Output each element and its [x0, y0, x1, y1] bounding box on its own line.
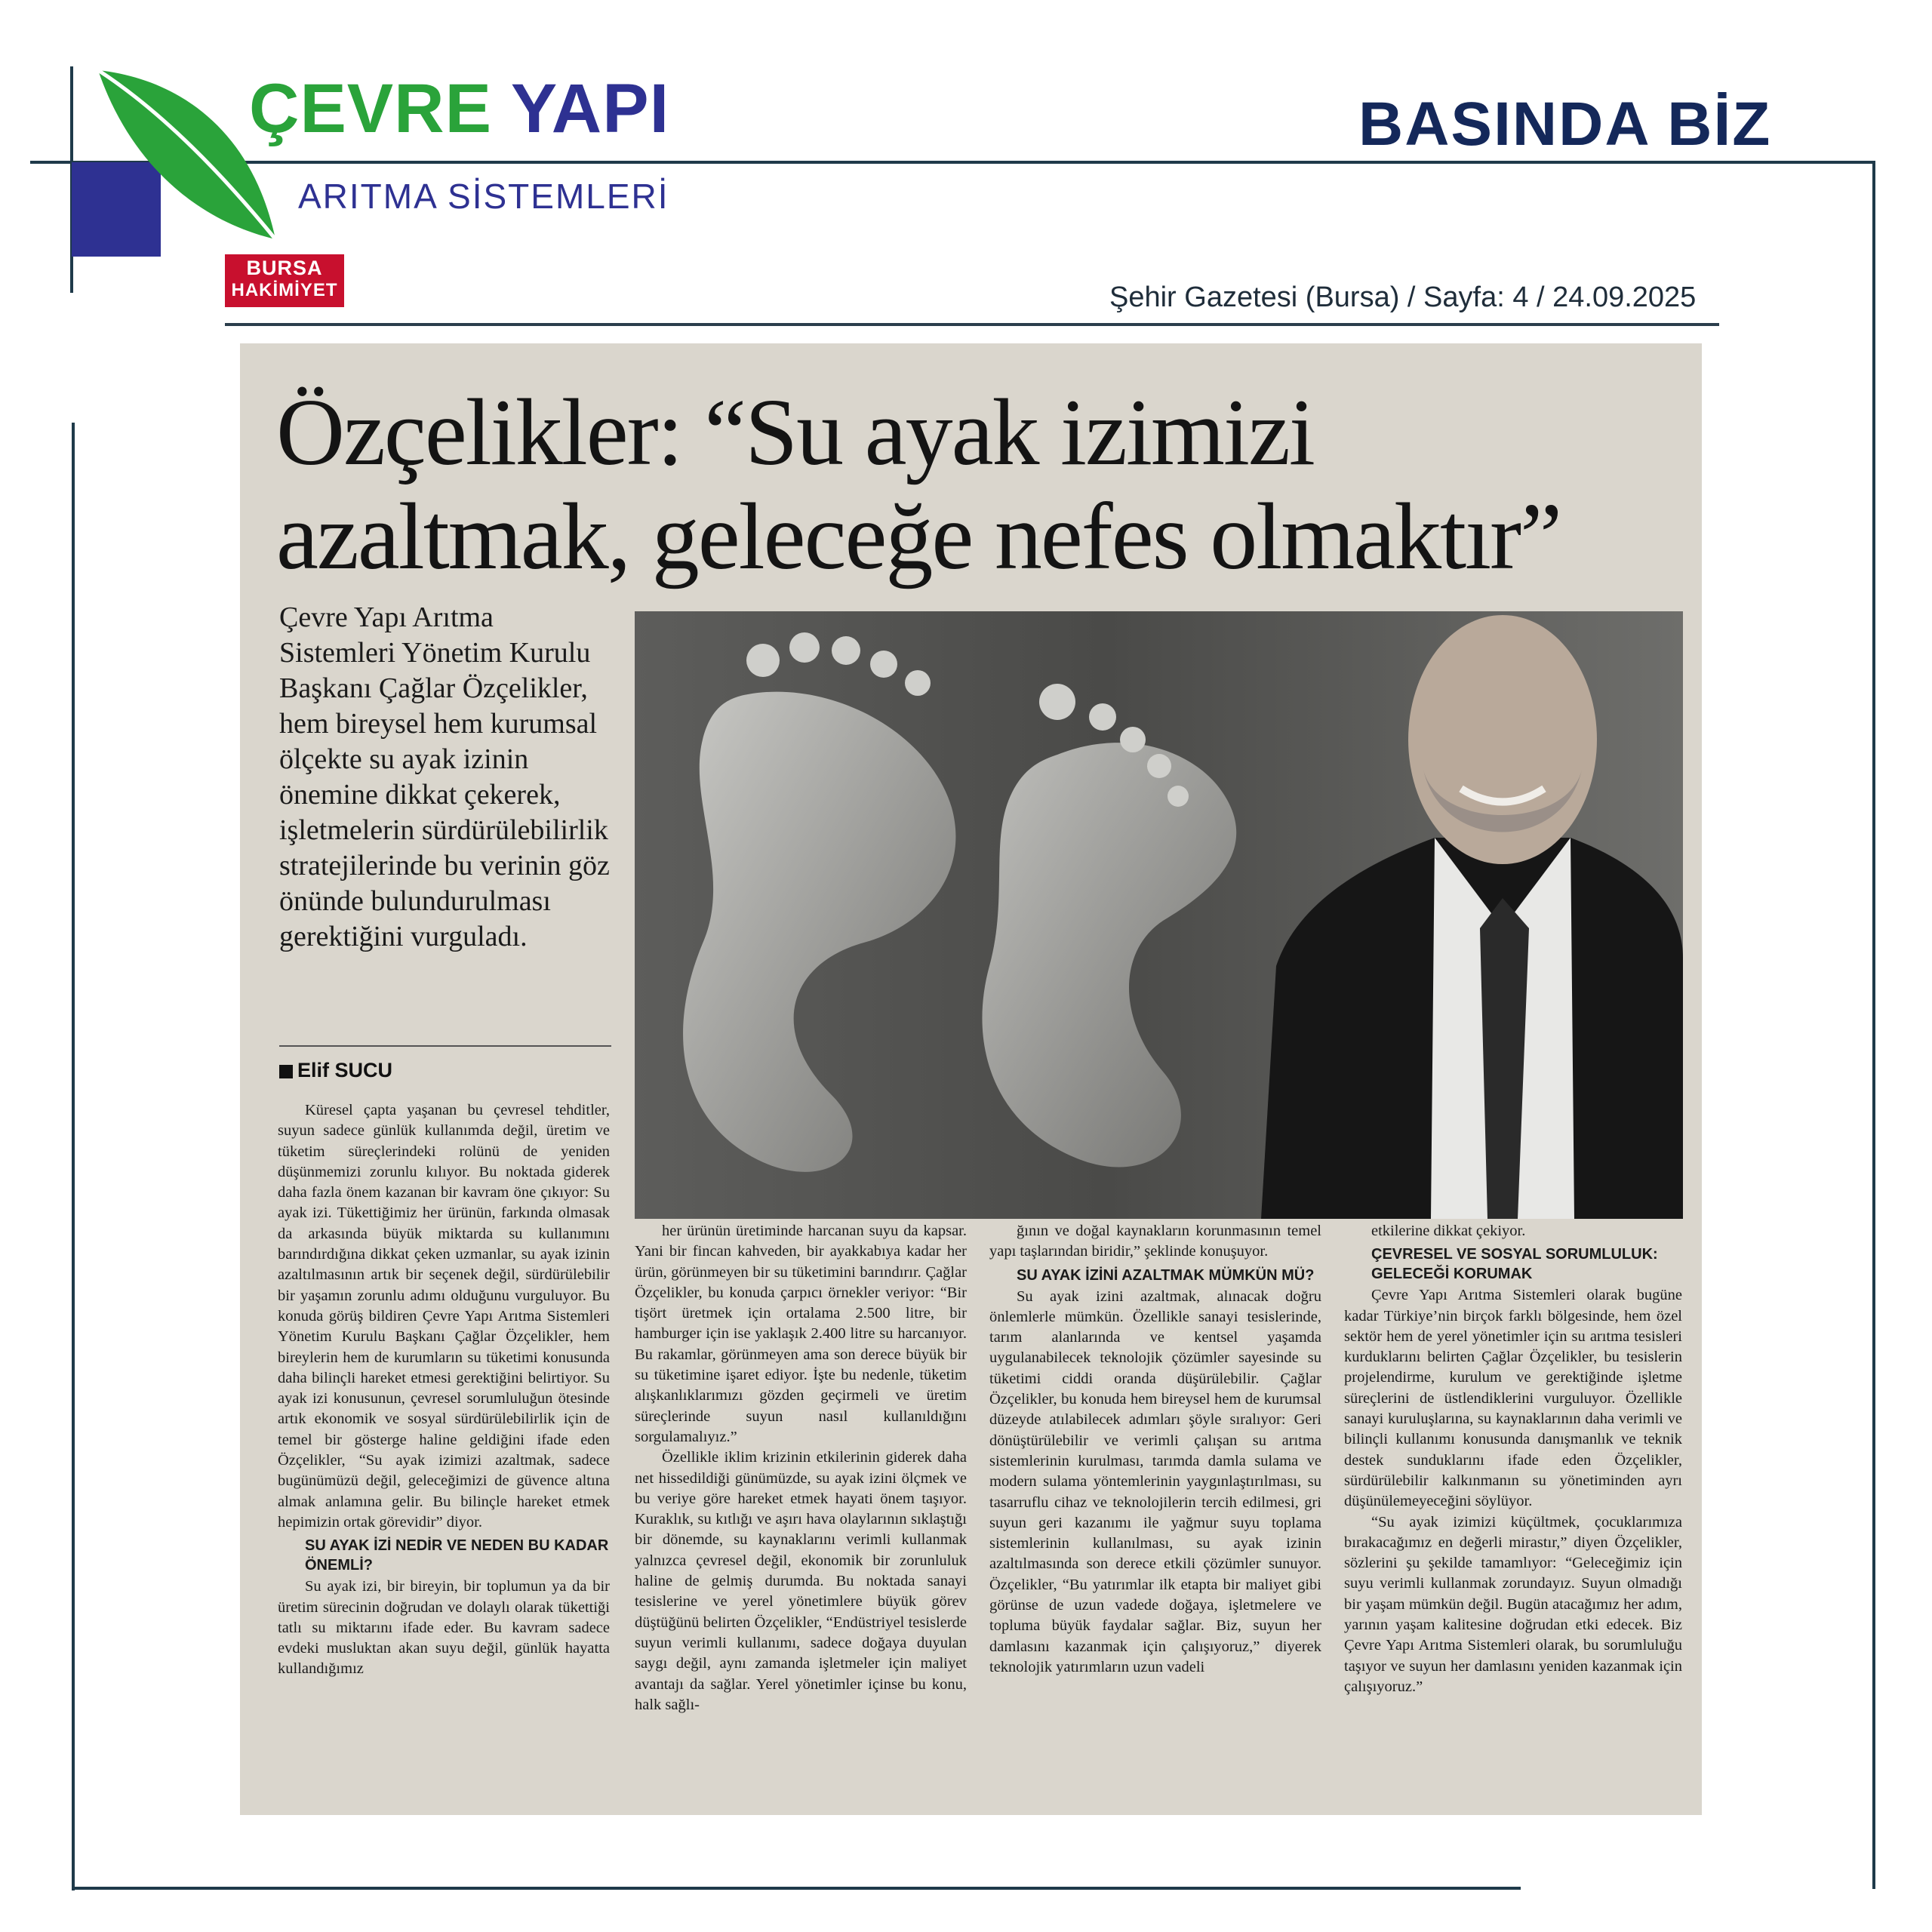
col2-paragraph-2: Özellikle iklim krizinin etkilerinin giderek daha net hissedildiği günümüzde, su ayak izini ölçmek ve bu veriye göre hareket etmek hayati önem taşıyor. Kuraklık, su kıtlığı ve aşırı hava olaylarının sıklaştığı bir dönemde, su kaynaklarını verimli kullanmak yalnızca çevresel değil, ekonomik bir zorunluluk haline de gelmiş durumda. Bu noktada sanayi tesislerine ve yerel yönetimlere büyük görev düştüğünü belirten Özçelikler, “Endüstriyel tesislerde suyun verimli kullanımı, sadece doğaya duyulan saygı değil, aynı zamanda işletmeler için maliyet avantajı da sağlar. Yerel yönetimler içinse bu konu, halk sağlı-	[635, 1449, 967, 1713]
frame-line-top	[30, 161, 1875, 164]
col3-paragraph-1: ğının ve doğal kaynakların korunmasının temel yapı taşlarından biridir,” şeklinde konuşuyor.	[989, 1223, 1321, 1260]
source-line: Şehir Gazetesi (Bursa) / Sayfa: 4 / 24.09.2025	[1109, 281, 1697, 313]
outlet-logo	[225, 254, 344, 307]
frame-line-left	[72, 423, 75, 1890]
headline-line1: Özçelikler: “Su ayak izimizi	[276, 380, 1314, 485]
col4-paragraph-1: etkilerine dikkat çekiyor.	[1371, 1223, 1526, 1239]
byline-square-icon	[279, 1065, 293, 1078]
headline-line2: azaltmak, geleceğe nefes olmaktır”	[276, 485, 1561, 589]
brand-name-green: ÇEVRE	[249, 70, 492, 147]
article-column-3	[989, 1221, 1321, 1678]
col4-paragraph-3: “Su ayak izimizi küçültmek, çocuklarımıza bırakacağımız en değerli mirastır,” diyen Özçelikler, sözlerini şu şekilde tamamlıyor: “Geleceğimiz için suyu verimli kullanmak zorundayız. Suyun olmadığı bir yaşam mümkün değil. Bugün atacağımız her adım, yarının yaşam kalitesine doğrudan etki edecek. Biz Çevre Yapı Arıtma Sistemleri olarak, bu sorumluluğu taşıyor ve suyun her damlasını yeniden kazanmak için çalışıyoruz.”	[1344, 1513, 1682, 1695]
brand-subtitle: ARITMA SİSTEMLERİ	[298, 177, 669, 216]
col1-subheading: SU AYAK İZİ NEDİR VE NEDEN BU KADAR ÖNEMLİ?	[305, 1537, 609, 1574]
article-column-1	[278, 1100, 610, 1680]
right-footprint-shape	[982, 743, 1236, 1167]
header-rule	[225, 323, 1719, 326]
newspaper-clipping	[240, 343, 1702, 1815]
article-headline	[276, 381, 1561, 589]
outlet-logo-line2: HAKİMİYET	[231, 280, 338, 300]
article-column-4	[1344, 1221, 1682, 1697]
outlet-logo-line1: BURSA	[246, 257, 323, 279]
lead-divider	[279, 1045, 611, 1047]
article-column-2	[635, 1221, 967, 1715]
col4-paragraph-2: Çevre Yapı Arıtma Sistemleri olarak bugüne kadar Türkiye’nin birçok farklı bölgesinde, hem özel sektör hem de yerel yönetimler için su arıtma tesisleri kurduklarını belirten Çağlar Özçelikler, bu tesislerin projelendirme, kurulum ve gerektiğinde işletme süreçlerini de üstlendiklerini vurguluyor. Özellikle sanayi kuruluşlarına, su kaynaklarının daha verimli ve bilinçli kullanımı konusunda danışmanlık ve teknik destek sunduklarını ifade eden Özçelikler, sürdürülebilir kalkınmanın su yönetiminden ayrı düşünülemeyeceğini söylüyor.	[1344, 1287, 1682, 1510]
col3-subheading: SU AYAK İZİNİ AZALTMAK MÜMKÜN MÜ?	[1017, 1266, 1315, 1284]
brand-name	[249, 70, 670, 147]
article-photo	[635, 611, 1683, 1219]
section-title: BASINDA BİZ	[1358, 90, 1772, 158]
article-lead: Çevre Yapı Arıtma Sistemleri Yönetim Kurulu Başkanı Çağlar Özçelikler, hem bireysel hem kurumsal ölçekte su ayak izinin önemine dikkat çekerek, işletmelerin sürdürülebilirlik stratejilerinde bu verinin göz önünde bulundurulması gerektiğini vurguladı.	[279, 601, 610, 952]
frame-line-bottom	[72, 1887, 1521, 1890]
byline-author: Elif SUCU	[297, 1059, 393, 1081]
col1-paragraph-1: Küresel çapta yaşanan bu çevresel tehditler, suyun sadece günlük kullanımda değil, üretim ve tüketim süreçlerindeki rolünü de yeniden düşünmemizi zorunlu kılıyor. Bu noktada giderek daha fazla önem kazanan bir kavram öne çıkıyor: Su ayak izi. Tükettiğimiz her ürünün, farkında olmasak da arkasında büyük miktarda su kullanımını barındırdığına dikkat çeken uzmanlar, su ayak izinin azaltılmasının artık bir seçenek değil, sürdürülebilir bir yaşamın zorunlu adımı olduğunu vurguluyor. Bu konuda görüş bildiren Çevre Yapı Arıtma Sistemleri Yönetim Kurulu Başkanı Çağlar Özçelikler, hem bireylerin hem de kurumların su tüketimi konusunda daha bilinçli hareket etmesi gerektiğini belirtiyor. Su ayak izi konusunun, çevresel sorumluluğun ötesinde artık ekonomik ve sosyal sürdürülebilirlik için de temel bir gösterge haline geldiğini ifade eden Özçelikler, “Su ayak izimizi azaltmak, sadece bugünümüzü değil, geleceğimizi de güvence altına almak anlamına gelir. Bu bilinçle hareket etmek hepimizin ortak görevidir” diyor.	[278, 1102, 610, 1531]
brand-name-blue: YAPI	[510, 70, 670, 147]
footprint-portrait-illustration	[635, 611, 1683, 1219]
col1-paragraph-2: Su ayak izi, bir bireyin, bir toplumun ya da bir üretim sürecinin doğrudan ve dolaylı olarak tükettiği tatlı su miktarını ifade eder. Bu kavram sadece evdeki musluktan akan suyu değil, günlük hayatta kullandığımız	[278, 1578, 610, 1678]
byline	[279, 1059, 392, 1082]
col4-subheading: ÇEVRESEL VE SOSYAL SORUMLULUK: GELECEĞİ KORUMAK	[1371, 1246, 1658, 1283]
frame-line-right	[1872, 161, 1875, 1889]
left-footprint-shape	[683, 692, 955, 1172]
col3-paragraph-2: Su ayak izini azaltmak, alınacak doğru önlemlerle mümkün. Özellikle sanayi tesislerinde, tarım alanlarında ve kentsel yaşamda uygulanabilecek teknolojik çözümler sayesinde su tüketimi ciddi oranda düşürülebilir. Çağlar Özçelikler, bu konuda hem bireysel hem de kurumsal düzeyde atılabilecek adımları şöyle sıralıyor: Geri dönüştürülebilir ve verimli çalışan su arıtma sistemlerinin kurulması, tarımda damla sulama ve modern sulama yöntemlerinin yaygınlaştırılması, su tasarruflu cihaz ve teknolojilerin tercih edilmesi, gri suyun geri kazanımı ile yağmur suyu toplama sistemlerinin kullanılması, su ayak izinin azaltılmasında son derece etkili çözümler sunuyor. Özçelikler, “Bu yatırımlar ilk etapta bir maliyet gibi görünse de uzun vadede doğaya, işletmelere ve topluma büyük faydalar sağlar. Biz, suyun her damlasını kazanmak için çalışıyoruz,” diyerek teknolojik yatırımların uzun vadeli	[989, 1287, 1321, 1675]
col2-paragraph-1: her ürünün üretiminde harcanan suyu da kapsar. Yani bir fincan kahveden, bir ayakkabıya kadar her ürün, görünmeyen bir su tüketimini barındırır. Çağlar Özçelikler, bu konuda çarpıcı örnekler veriyor: “Bir tişört üretmek için ortalama 2.500 litre, bir hamburger için ise yaklaşık 2.400 litre su harcanıyor. Bu rakamlar, görünmeyen ama son derece büyük bir su tüketimine işaret ediyor. İşte bu nedenle, tüketim alışkanlıklarımızı gözden geçirmeli ve üretim süreçlerinde suyun nasıl kullanıldığını sorgulamalıyız.”	[635, 1223, 967, 1445]
